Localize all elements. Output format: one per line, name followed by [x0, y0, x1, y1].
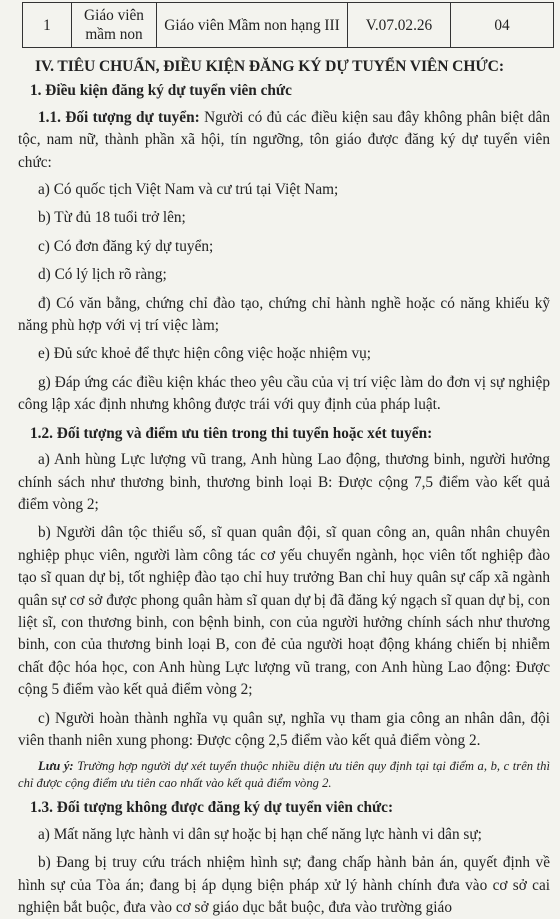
quantity-cell: 04: [451, 3, 554, 48]
list-item: b) Đang bị truy cứu trách nhiệm hình sự; đang chấp hành bản án, quyết định về hình sự của Tòa án; đang bị áp dụng biện pháp xử lý hành chính đưa vào cơ sở cai nghiện bắt buộc, đưa vào cơ sở giáo dục bắt buộc, đưa vào trường giáo: [18, 854, 550, 916]
list-item: c) Người hoàn thành nghĩa vụ quân sự, nghĩa vụ tham gia công an nhân dân, đội viên thanh niên xung phong: Được cộng 2,5 điểm vào kết quả điểm vòng 2.: [18, 709, 550, 749]
s11-paragraph: [18, 107, 550, 174]
grade-cell: Giáo viên Mầm non hạng III: [157, 3, 348, 48]
section-title: IV. TIÊU CHUẨN, ĐIỀU KIỆN ĐĂNG KÝ DỰ TUYỂN VIÊN CHỨC:: [35, 58, 504, 75]
list-item: a) Mất năng lực hành vi dân sự hoặc bị hạn chế năng lực hành vi dân sự;: [38, 825, 482, 843]
table-row: [23, 3, 554, 48]
code-cell: V.07.02.26: [348, 3, 451, 48]
list-item: g) Đáp ứng các điều kiện khác theo yêu cầu của vị trí việc làm do đơn vị sự nghiệp công lập xác định nhưng không được trái với quy định của pháp luật.: [18, 373, 550, 414]
note-paragraph: [18, 758, 550, 792]
stt-cell: 1: [23, 3, 72, 48]
list-item: b) Từ đủ 18 tuổi trở lên;: [38, 209, 186, 227]
list-item: d) Có lý lịch rõ ràng;: [38, 266, 167, 284]
list-item: a) Có quốc tịch Việt Nam và cư trú tại Việt Nam;: [38, 181, 339, 199]
list-item: a) Anh hùng Lực lượng vũ trang, Anh hùng Lao động, thương binh, người hưởng chính sách như thương binh, thương binh loại B: Được cộng 7,5 điểm vào kết quả điểm vòng 2;: [18, 451, 550, 513]
list-item: c) Có đơn đăng ký dự tuyển;: [38, 237, 214, 255]
heading-1: 1. Điều kiện đăng ký dự tuyển viên chức: [30, 82, 292, 100]
s13-title: 1.3. Đối tượng không được đăng ký dự tuyển viên chức:: [30, 799, 394, 817]
s11-title: 1.1. Đối tượng dự tuyển:: [38, 108, 200, 126]
s12-title: 1.2. Đối tượng và điểm ưu tiên trong thi tuyển hoặc xét tuyển:: [30, 424, 433, 442]
s11-intro: Người có đủ các điều kiện sau đây không phân biệt dân tộc, nam nữ, thành phần xã hội, tín ngưỡng, tôn giáo được đăng ký dự tuyển viên chức:: [18, 108, 550, 171]
note-label: Lưu ý:: [38, 759, 74, 774]
list-item: e) Đủ sức khoẻ để thực hiện công việc hoặc nhiệm vụ;: [38, 345, 372, 363]
list-item: b) Người dân tộc thiểu số, sĩ quan quân đội, sĩ quan công an, quân nhân chuyên nghiệp phục viên, người làm công tác cơ yếu chuyển ngành, học viên tốt nghiệp đào tạo sĩ quan dự bị, tốt nghiệp đào tạo chỉ huy trưởng Ban chỉ huy quân sự cấp xã ngành quân sự cơ sở được phong quân hàm sĩ quan dự bị đã đăng ký ngạch sĩ quan dự bị, con liệt sĩ, con thương binh, con bệnh binh, con của người hưởng chính sách như thương binh, con của thương binh loại B, con đẻ của người hoạt động kháng chiến bị nhiễm chất độc hóa học, con Anh hùng Lực lượng vũ trang, con Anh hùng Lao động: Được cộng 5 điểm vào kết quả điểm vòng 2;: [18, 524, 550, 699]
position-table: [22, 2, 554, 48]
note-text: Trường hợp người dự xét tuyển thuộc nhiều diện ưu tiên quy định tại tại điểm a, b, c trên thì chỉ được cộng điểm ưu tiên cao nhất vào kết quả điểm vòng 2.: [18, 759, 550, 791]
job-title-cell: Giáo viên mầm non: [72, 3, 157, 48]
list-item: đ) Có văn bằng, chứng chỉ đào tạo, chứng chỉ hành nghề hoặc có năng khiếu kỹ năng phù hợp với vị trí việc làm;: [18, 294, 550, 335]
